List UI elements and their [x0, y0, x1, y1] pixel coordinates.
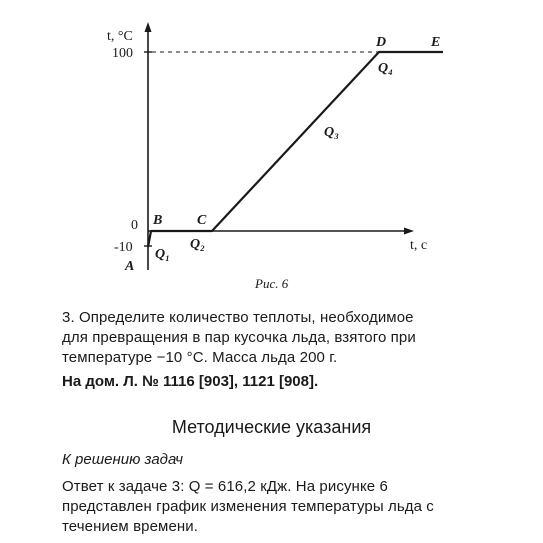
- problem-line: 3. Определите количество теплоты, необходимое: [62, 309, 414, 326]
- answer-line: Ответ к задаче 3: Q = 616,2 кДж. На рисунке 6: [62, 478, 388, 495]
- heating-curve: [148, 52, 443, 247]
- problem-text: [62, 308, 512, 368]
- tick-100-label: 100: [112, 46, 133, 61]
- point-a-label: A: [125, 259, 135, 274]
- x-axis-arrow: [404, 228, 414, 235]
- figure-caption: Рис. 6: [255, 276, 289, 291]
- point-c-label: C: [197, 213, 207, 228]
- segment-q2-label: Q₂: [190, 237, 205, 252]
- section-title: Методические указания: [171, 417, 372, 437]
- segment-q4-label: Q₄: [378, 61, 393, 76]
- answer-text: [62, 477, 512, 537]
- problem-line: для превращения в пар кусочка льда, взятого при: [62, 329, 416, 346]
- y-axis-arrow: [145, 22, 152, 32]
- point-d-label: D: [376, 35, 387, 50]
- tick-minus10-label: -10: [114, 240, 133, 255]
- segment-q1-label: Q₁: [155, 247, 170, 262]
- x-axis-label: t, c: [410, 238, 428, 253]
- answer-line: представлен график изменения температуры льда с: [62, 498, 434, 515]
- answer-line: течением времени.: [62, 518, 199, 535]
- point-b-label: B: [153, 213, 163, 228]
- homework-line: На дом. Л. № 1116 [903], 1121 [908].: [62, 373, 319, 390]
- problem-line: температуре −10 °С. Масса льда 200 г.: [62, 349, 338, 366]
- point-e-label: E: [431, 35, 441, 50]
- segment-q3-label: Q₃: [324, 125, 339, 140]
- subheading: К решению задач: [62, 451, 184, 468]
- tick-0-label: 0: [131, 218, 138, 233]
- y-axis-label: t, °C: [107, 29, 133, 44]
